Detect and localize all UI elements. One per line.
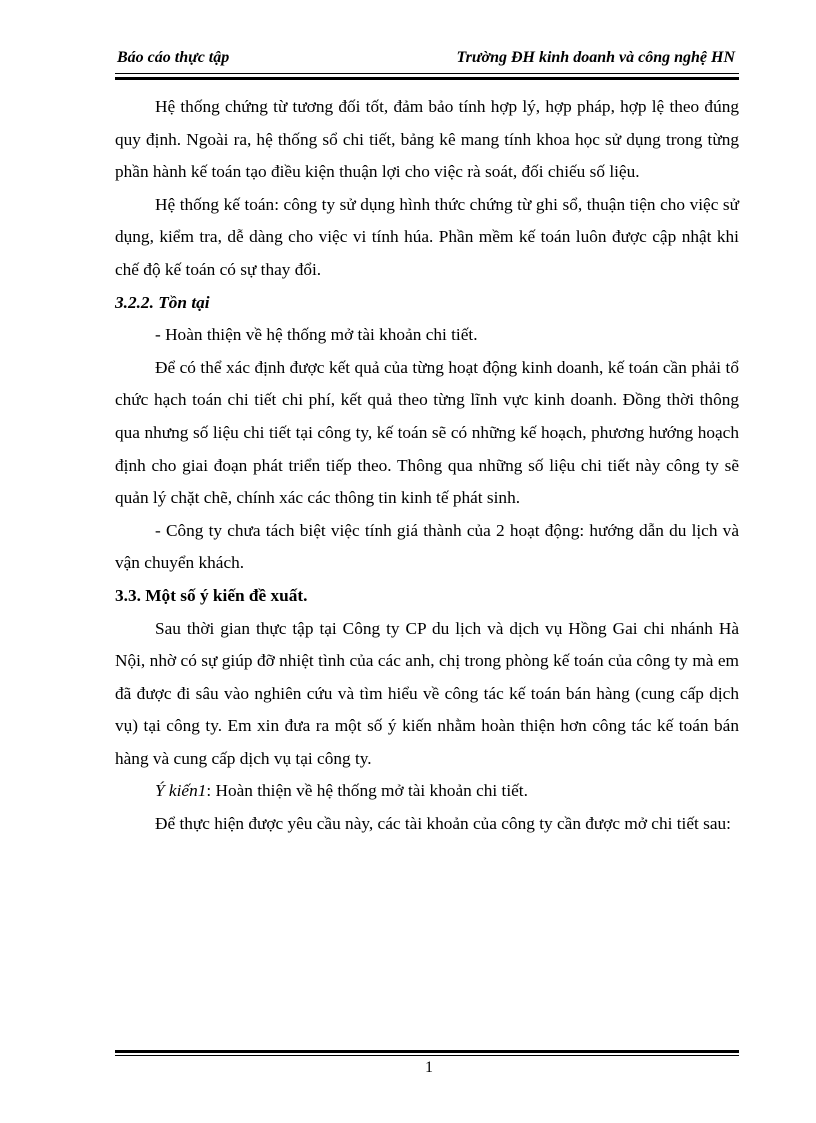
header-report-title: Báo cáo thực tập — [117, 49, 230, 66]
page-header — [115, 48, 739, 72]
page-body — [115, 91, 739, 841]
paragraph-document-system: Hệ thống chứng từ tương đối tốt, đảm bảo tính hợp lý, hợp pháp, hợp lệ theo đúng quy định. Ngoài ra, hệ thống sổ chi tiết, bảng kê mang tính khoa học sử dụng trong từng phần hành kế toán tạo điều kiện thuận lợi cho việc rà soát, đối chiếu số liệu. — [115, 97, 739, 182]
footer-rule-thin — [115, 1055, 739, 1056]
page-number: 1 — [425, 1059, 433, 1076]
opinion-text: : Hoàn thiện về hệ thống mở tài khoản chi tiết. — [206, 781, 528, 801]
paragraph-opinion-1 — [115, 775, 739, 808]
paragraph-requirement: Để thực hiện được yêu cầu này, các tài khoản của công ty cần được mở chi tiết sau: — [155, 814, 731, 834]
paragraph-bullet-accounts: - Hoàn thiện về hệ thống mở tài khoản chi tiết. — [155, 325, 478, 345]
paragraph-accounting-system: Hệ thống kế toán: công ty sử dụng hình thức chứng từ ghi sổ, thuận tiện cho việc sử dụng, kiểm tra, dễ dàng cho việc vi tính húa. Phần mềm kế toán luôn được cập nhật khi chế độ kế toán có sự thay đổi. — [115, 194, 739, 279]
header-university: Trường ĐH kinh doanh và công nghệ HN — [456, 49, 735, 66]
header-rule-thin — [115, 73, 739, 74]
opinion-label: Ý kiến1 — [155, 781, 207, 801]
section-heading-ton-tai: 3.2.2. Tồn tại — [115, 292, 210, 312]
paragraph-business-results: Để có thể xác định được kết quả của từng hoạt động kinh doanh, kế toán cần phải tổ chức hạch toán chi tiết chi phí, kết quả theo từng lĩnh vực kinh doanh. Đồng thời thông qua nhưng số liệu chi tiết tại công ty, kế toán sẽ có những kế hoạch, phương hướng hoạch định cho giai đoạn phát triển tiếp theo. Thông qua những số liệu chi tiết này công ty sẽ quản lý chặt chẽ, chính xác các thông tin kinh tế phát sinh. — [115, 357, 739, 508]
header-rule-thick — [115, 77, 739, 80]
section-heading-proposals: 3.3. Một số ý kiến đề xuất. — [115, 585, 308, 605]
paragraph-bullet-costing: - Công ty chưa tách biệt việc tính giá thành của 2 hoạt động: hướng dẫn du lịch và vận chuyển khách. — [115, 520, 739, 573]
paragraph-internship: Sau thời gian thực tập tại Công ty CP du lịch và dịch vụ Hồng Gai chi nhánh Hà Nội, nhờ có sự giúp đỡ nhiệt tình của các anh, chị trong phòng kế toán của công ty mà em đã được đi sâu vào nghiên cứu và tìm hiểu về công tác kế toán bán hàng (cung cấp dịch vụ) tại công ty. Em xin đưa ra một số ý kiến nhằm hoàn thiện hơn công tác kế toán bán hàng và cung cấp dịch vụ tại công ty. — [115, 618, 739, 768]
footer-rule-thick — [115, 1050, 739, 1053]
